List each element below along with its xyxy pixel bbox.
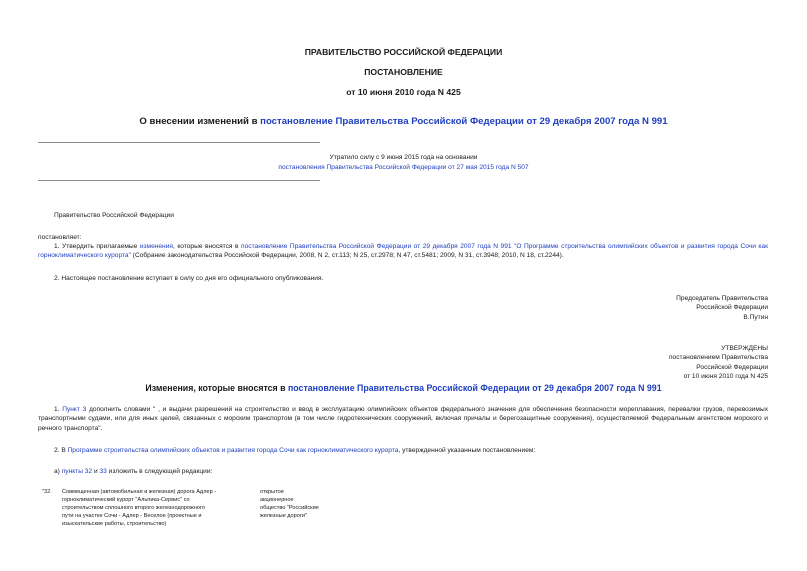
status-link[interactable]: постановления Правительства Российской Федерации от 27 мая 2015 года N 507 [278,164,529,171]
approved-line-2: постановлением Правительства [668,354,768,362]
c3-link-point-33[interactable]: 33 [99,468,107,475]
table-object-line: изыскательские работы, строительство) [62,520,167,527]
change-paragraph-2 [54,446,535,455]
approved-block [669,344,768,382]
changes-title-link[interactable]: постановление Правительства Российской Федерации от 29 декабря 2007 года N 991 [287,383,662,393]
c3-text-b: изложить в следующей редакции: [106,468,213,475]
document-title [0,116,807,127]
p1-link-decree[interactable]: постановление Правительства Российской Федерации от 29 декабря 2007 года N 991 "О Программе строительства олимпийских объектов и развития города Сочи как горноклиматического курорта" [38,243,768,260]
table-object-line: Совмещенная (автомобильная и железная) дорога Адлер - [62,489,217,495]
c2-link-program[interactable]: Программе строительства олимпийских объектов и развития города Сочи как горноклиматического курорта [67,447,399,454]
body-paragraph-2: 2. Настоящее постановление вступает в силу со дня его официального опубликования. [54,275,324,282]
c2-text-a: 2. В [54,447,68,454]
approved-line-4: от 10 июня 2010 года N 425 [683,373,768,381]
signature-line-1: Председатель Правительства [676,295,768,302]
table-executor-line: железные дороги" [260,512,308,519]
p1-text-b: , которые вносятся в [172,243,242,250]
signature-line-2: Российской Федерации [696,304,768,312]
p1-link-changes[interactable]: изменения [139,243,173,250]
document-title-link[interactable]: постановление Правительства Российской Федерации от 29 декабря 2007 года N 991 [260,116,668,127]
c1-text-b: дополнить словами " , и выдачи разрешений на строительство и ввод в эксплуатацию олимпийских объектов федерального значения для обеспечения безопасности мореплавания, перевалки грузов, перевозимых транспортными судами, или для иных целей, связанных с морским транспортом (в том числе гидротехнических сооружений, включая причалы и берегозащитные сооружения), осуществляемой Федеральным агентством морского и речного транспорта". [38,406,768,432]
table-object-line: строительством сплошного второго железнодорожного [62,504,205,511]
table-executor-line: открытое [260,489,284,495]
status-line: Утратило силу с 9 июня 2015 года на основании [329,154,478,161]
change-paragraph-3 [54,467,212,476]
changes-title [0,383,807,393]
table-cell-executor [260,489,360,521]
c1-link-point-3[interactable]: Пункт 3 [62,406,87,413]
divider-top [38,142,320,143]
changes-title-prefix: Изменения, которые вносятся в [145,383,288,393]
c2-text-b: , утвержденной указанным постановлением: [398,447,536,454]
document-type: ПОСТАНОВЛЕНИЕ [364,67,443,77]
c1-text-a: 1. [54,406,63,413]
government-header: ПРАВИТЕЛЬСТВО РОССИЙСКОЙ ФЕДЕРАЦИИ [304,47,503,57]
approved-line-3: Российской Федерации [696,363,768,371]
body-decrees: постановляет: [38,234,82,241]
change-paragraph-1 [38,405,768,433]
signature-block [676,294,768,322]
body-paragraph-1 [38,242,768,261]
table-cell-object [62,489,262,529]
body-intro: Правительство Российской Федерации [54,212,174,219]
divider-bottom [38,180,320,181]
table-object-line: пути на участке Сочи - Адлер - Веселое (проектные и [62,512,202,519]
table-executor-line: акционерное [260,496,294,503]
signature-line-3: В.Путин [743,313,768,321]
p1-text-c: (Собрание законодательства Российской Федерации, 2008, N 2, ст.113; N 25, ст.2978; N 47, ст.5481; 2009, N 31, ст.3948; 2010, N 18, ст.2244). [130,252,564,260]
c3-text-a: а) [54,468,62,475]
table-executor-line: общество "Российские [260,504,319,511]
approved-line-1: УТВЕРЖДЕНЫ [721,345,768,352]
document-date-number: от 10 июня 2010 года N 425 [346,87,461,97]
table-row-number: "32. [42,489,52,495]
document-title-prefix: О внесении изменений в [139,116,261,127]
c3-text-mid: и [92,468,100,475]
p1-text-a: 1. Утвердить прилагаемые [54,243,140,250]
table-object-line: горноклиматический курорт "Альпика-Сервис" со [62,496,190,503]
c3-link-point-32[interactable]: пункты 32 [61,468,93,475]
